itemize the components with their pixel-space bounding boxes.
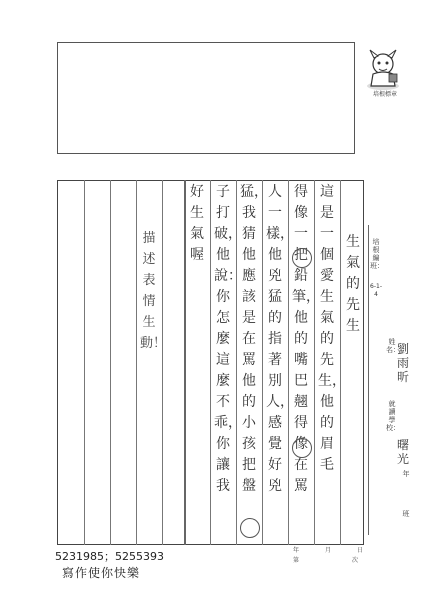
school-label: 就讀學校： [386, 400, 400, 432]
grid-line [210, 180, 211, 545]
grid-line [110, 180, 111, 545]
school-name: 曙光 [396, 438, 409, 466]
student-name: 劉雨昕 [396, 342, 409, 384]
class-label: 培根編班： [370, 238, 384, 270]
mascot-icon [360, 48, 406, 92]
grid-line [184, 180, 186, 545]
grid-line [162, 180, 163, 545]
phone-numbers: 5231985；5255393 [55, 550, 164, 563]
info-divider [368, 225, 369, 535]
essay-column: 猛，我猜他應該是在罵他的小孩把盤 [240, 184, 268, 494]
issue-label: 第 [293, 557, 300, 564]
date-labels [293, 545, 363, 554]
essay-title: 生氣的先生 [346, 234, 360, 334]
date-month: 月 [324, 547, 331, 554]
class-value: 6-1-4 [370, 283, 382, 298]
grid-line [262, 180, 263, 545]
grade-label: 年 [402, 470, 410, 478]
essay-column: 人一樣，他兇猛的指著別人，感覺好兇 [266, 184, 294, 494]
essay-column: 得像一把鉛筆，他的嘴巴翹得像在罵 [292, 184, 320, 494]
grid-line [340, 180, 341, 545]
essay-column: 好生氣喔 [190, 184, 204, 263]
essay-column: 這是一個愛生氣的先生，他的眉毛 [318, 184, 346, 473]
class-unit: 班 [402, 510, 410, 518]
correction-mark [240, 518, 260, 538]
grid-line [84, 180, 85, 545]
name-label: 姓名： [386, 338, 400, 354]
date-year: 年 [293, 547, 300, 554]
correction-mark [292, 248, 312, 268]
teacher-comment-box [57, 42, 355, 154]
slogan: 寫作使你快樂 [62, 566, 141, 580]
mascot-caption: 培根標章 [372, 91, 397, 98]
teacher-remark: 描述表情生動！ [140, 231, 167, 351]
correction-mark [292, 438, 312, 458]
grid-line [314, 180, 315, 545]
issue-unit: 次 [352, 557, 359, 564]
date-day: 日 [356, 547, 363, 554]
essay-column: 子打破，他說：你怎麼這麼不乖，你讓我 [214, 184, 242, 494]
grid-line [136, 180, 137, 545]
